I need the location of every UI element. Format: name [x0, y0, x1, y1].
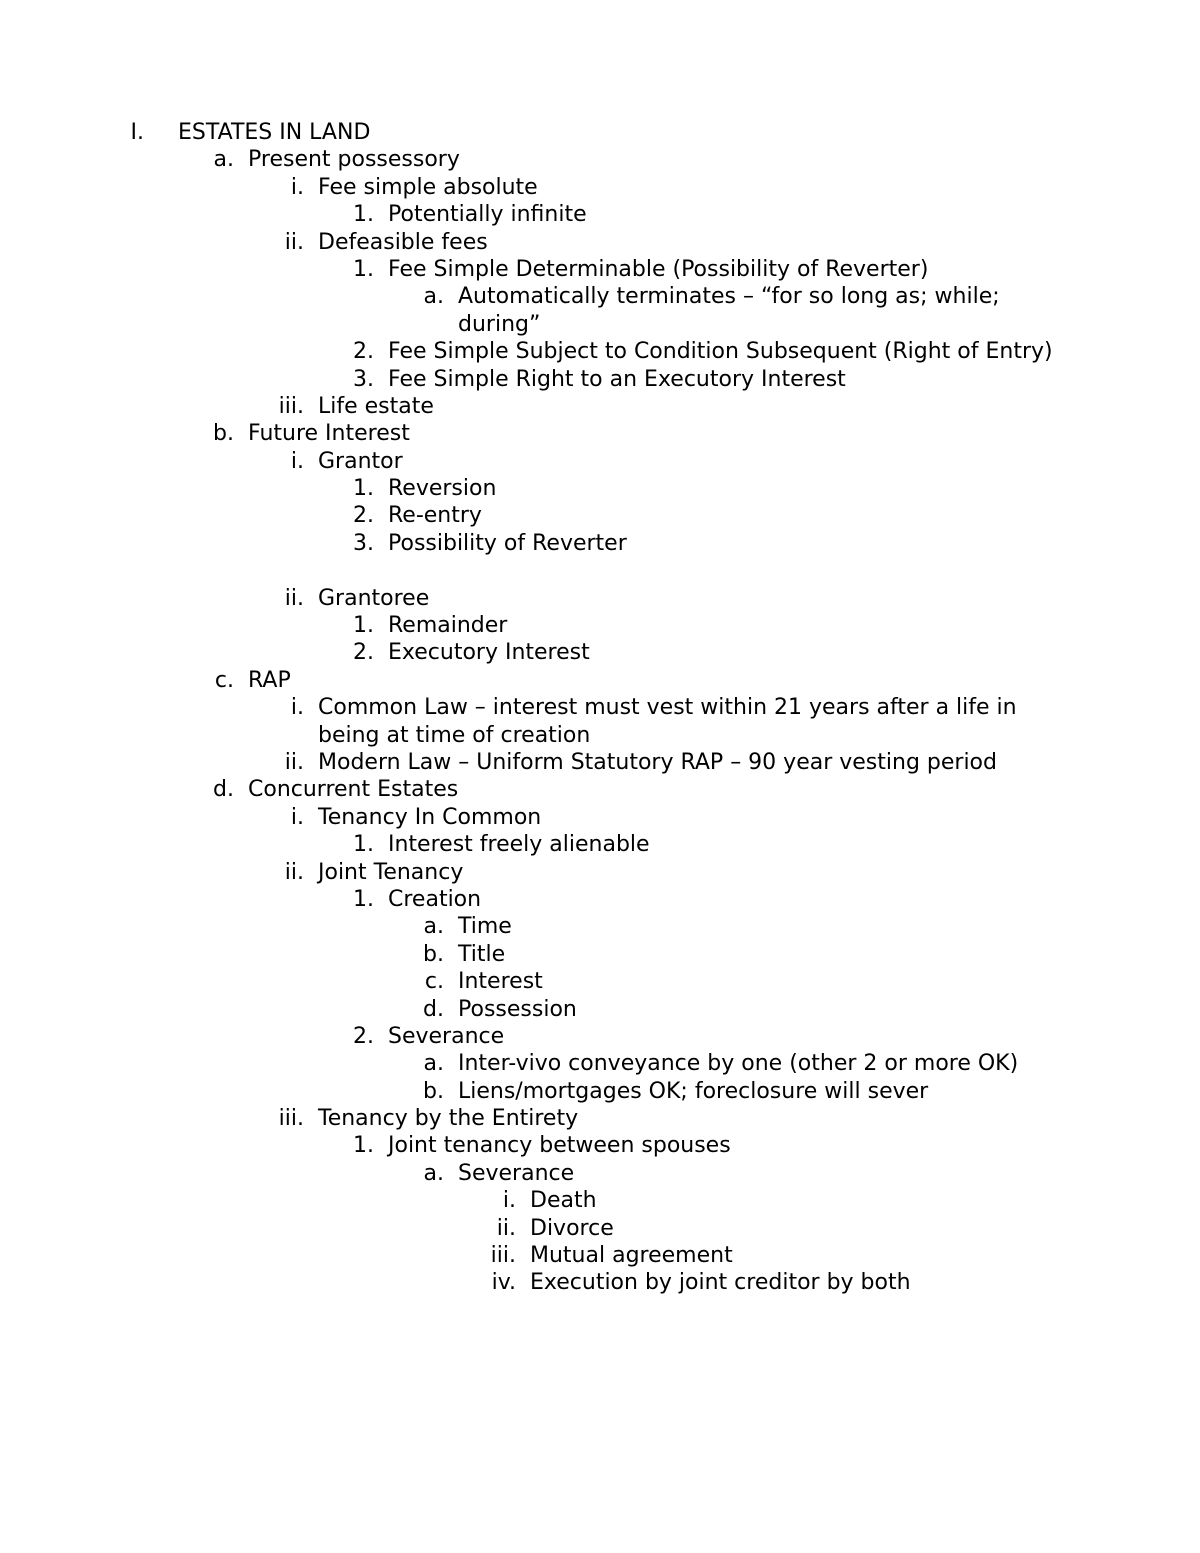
outline-text: Re-entry	[388, 503, 482, 529]
outline-text: Joint Tenancy	[318, 859, 464, 885]
outline-marker: a.	[423, 284, 444, 310]
outline-text: Fee Simple Determinable (Possibility of Reverter)	[388, 256, 929, 282]
outline-item	[0, 1160, 1200, 1187]
outline-item	[0, 886, 1200, 913]
outline-item	[0, 941, 1200, 968]
outline-text: Future Interest	[248, 421, 410, 447]
outline-item	[0, 146, 1200, 173]
outline-text: Interest freely alienable	[388, 832, 650, 858]
outline-marker: a.	[423, 1051, 444, 1077]
outline-item	[0, 1105, 1200, 1132]
outline-text: Death	[530, 1188, 597, 1214]
outline-text: RAP	[248, 667, 291, 693]
outline-item	[0, 804, 1200, 831]
outline-text: Life estate	[318, 393, 434, 419]
outline-item	[0, 831, 1200, 858]
outline-text: Creation	[388, 886, 482, 912]
outline-marker: 3.	[353, 366, 374, 392]
outline-text: Time	[458, 914, 512, 940]
outline-item	[0, 1242, 1200, 1269]
outline-marker: 1.	[353, 202, 374, 228]
outline-item	[0, 612, 1200, 639]
outline-marker: ii.	[284, 859, 304, 885]
outline-item	[0, 1215, 1200, 1242]
outline-marker: 1.	[353, 613, 374, 639]
outline-item	[0, 256, 1200, 283]
outline-marker: iii.	[490, 1243, 516, 1269]
outline-text: Grantor	[318, 448, 403, 474]
outline-text: Concurrent Estates	[248, 777, 459, 803]
outline-item	[0, 776, 1200, 803]
outline-item	[0, 119, 1200, 146]
outline-marker: i.	[502, 1188, 516, 1214]
outline-marker: ii.	[284, 750, 304, 776]
outline-item	[0, 1187, 1200, 1214]
outline-marker: 2.	[353, 640, 374, 666]
outline-item	[0, 448, 1200, 475]
outline-marker: d.	[423, 996, 444, 1022]
outline-text: Executory Interest	[388, 640, 590, 666]
outline-item	[0, 639, 1200, 666]
outline-item	[0, 1269, 1200, 1296]
outline-item	[0, 502, 1200, 529]
outline-text: Fee Simple Subject to Condition Subsequent (Right of Entry)	[388, 339, 1053, 365]
outline-text: Divorce	[530, 1215, 614, 1241]
outline-marker: 1.	[353, 256, 374, 282]
outline-text: Mutual agreement	[530, 1243, 733, 1269]
outline-marker: c.	[424, 969, 444, 995]
outline-marker: c.	[214, 667, 234, 693]
outline-item	[0, 1050, 1200, 1077]
outline-marker: 3.	[353, 530, 374, 556]
outline-marker: I.	[130, 120, 144, 145]
outline-text: ESTATES IN LAND	[178, 120, 371, 145]
outline-text: Inter-vivo conveyance by one (other 2 or more OK)	[458, 1051, 1019, 1077]
outline-text: Present possessory	[248, 147, 460, 173]
outline-item	[0, 530, 1200, 557]
outline-item	[0, 1132, 1200, 1159]
blank-line	[0, 557, 1200, 584]
outline-item	[0, 694, 1200, 749]
outline-marker: ii.	[284, 585, 304, 611]
outline-text: Automatically terminates – “for so long as; while; during”	[458, 284, 1000, 337]
outline-marker: 1.	[353, 1133, 374, 1159]
outline-text: Reversion	[388, 476, 497, 502]
outline-item	[0, 393, 1200, 420]
outline-text: Possibility of Reverter	[388, 530, 627, 556]
outline-text: Joint tenancy between spouses	[388, 1133, 731, 1159]
outline-marker: b.	[423, 941, 444, 967]
outline-text: Execution by joint creditor by both	[530, 1270, 911, 1296]
outline-marker: 1.	[353, 476, 374, 502]
outline-marker: iii.	[278, 1106, 304, 1132]
outline-marker: a.	[423, 914, 444, 940]
outline-item	[0, 585, 1200, 612]
outline-item	[0, 366, 1200, 393]
outline-marker: a.	[423, 1160, 444, 1186]
outline-marker: a.	[213, 147, 234, 173]
outline-item	[0, 913, 1200, 940]
outline-item	[0, 1023, 1200, 1050]
outline-marker: i.	[290, 804, 304, 830]
outline-text: Tenancy by the Entirety	[318, 1106, 579, 1132]
outline-marker: 2.	[353, 1023, 374, 1049]
outline-text: Defeasible fees	[318, 229, 488, 255]
outline-item	[0, 420, 1200, 447]
outline-text: Grantoree	[318, 585, 430, 611]
outline-text: Possession	[458, 996, 577, 1022]
outline-text: Severance	[388, 1023, 505, 1049]
outline-marker: 2.	[353, 339, 374, 365]
outline-marker: iii.	[278, 393, 304, 419]
outline-text: Fee simple absolute	[318, 174, 538, 200]
outline-marker: d.	[213, 777, 234, 803]
outline-marker: ii.	[284, 229, 304, 255]
outline-text: Severance	[458, 1160, 575, 1186]
outline-item	[0, 859, 1200, 886]
outline-marker: 1.	[353, 832, 374, 858]
outline-marker: 1.	[353, 886, 374, 912]
outline-text: Modern Law – Uniform Statutory RAP – 90 year vesting period	[318, 750, 997, 776]
outline-marker: i.	[290, 695, 304, 721]
outline-marker: i.	[290, 174, 304, 200]
outline-item	[0, 174, 1200, 201]
outline-text: Liens/mortgages OK; foreclosure will sever	[458, 1078, 929, 1104]
outline-marker: 2.	[353, 503, 374, 529]
outline-text: Interest	[458, 969, 543, 995]
outline-item	[0, 283, 1200, 338]
outline-marker: ii.	[496, 1215, 516, 1241]
outline-item	[0, 968, 1200, 995]
outline-text: Common Law – interest must vest within 21 years after a life in being at time of creation	[318, 695, 1017, 748]
outline-item	[0, 749, 1200, 776]
outline-item	[0, 667, 1200, 694]
outline-item	[0, 229, 1200, 256]
outline-text: Remainder	[388, 613, 508, 639]
outline-text: Tenancy In Common	[318, 804, 542, 830]
outline-text: Potentially infinite	[388, 202, 587, 228]
outline-text: Fee Simple Right to an Executory Interest	[388, 366, 846, 392]
outline-item	[0, 1078, 1200, 1105]
outline-marker: i.	[290, 448, 304, 474]
outline-item	[0, 996, 1200, 1023]
outline-text: Title	[458, 941, 506, 967]
outline-marker: b.	[423, 1078, 444, 1104]
outline-marker: b.	[213, 421, 234, 447]
outline-item	[0, 201, 1200, 228]
outline-marker: iv.	[491, 1270, 516, 1296]
outline	[0, 119, 1200, 1297]
outline-item	[0, 475, 1200, 502]
outline-item	[0, 338, 1200, 365]
